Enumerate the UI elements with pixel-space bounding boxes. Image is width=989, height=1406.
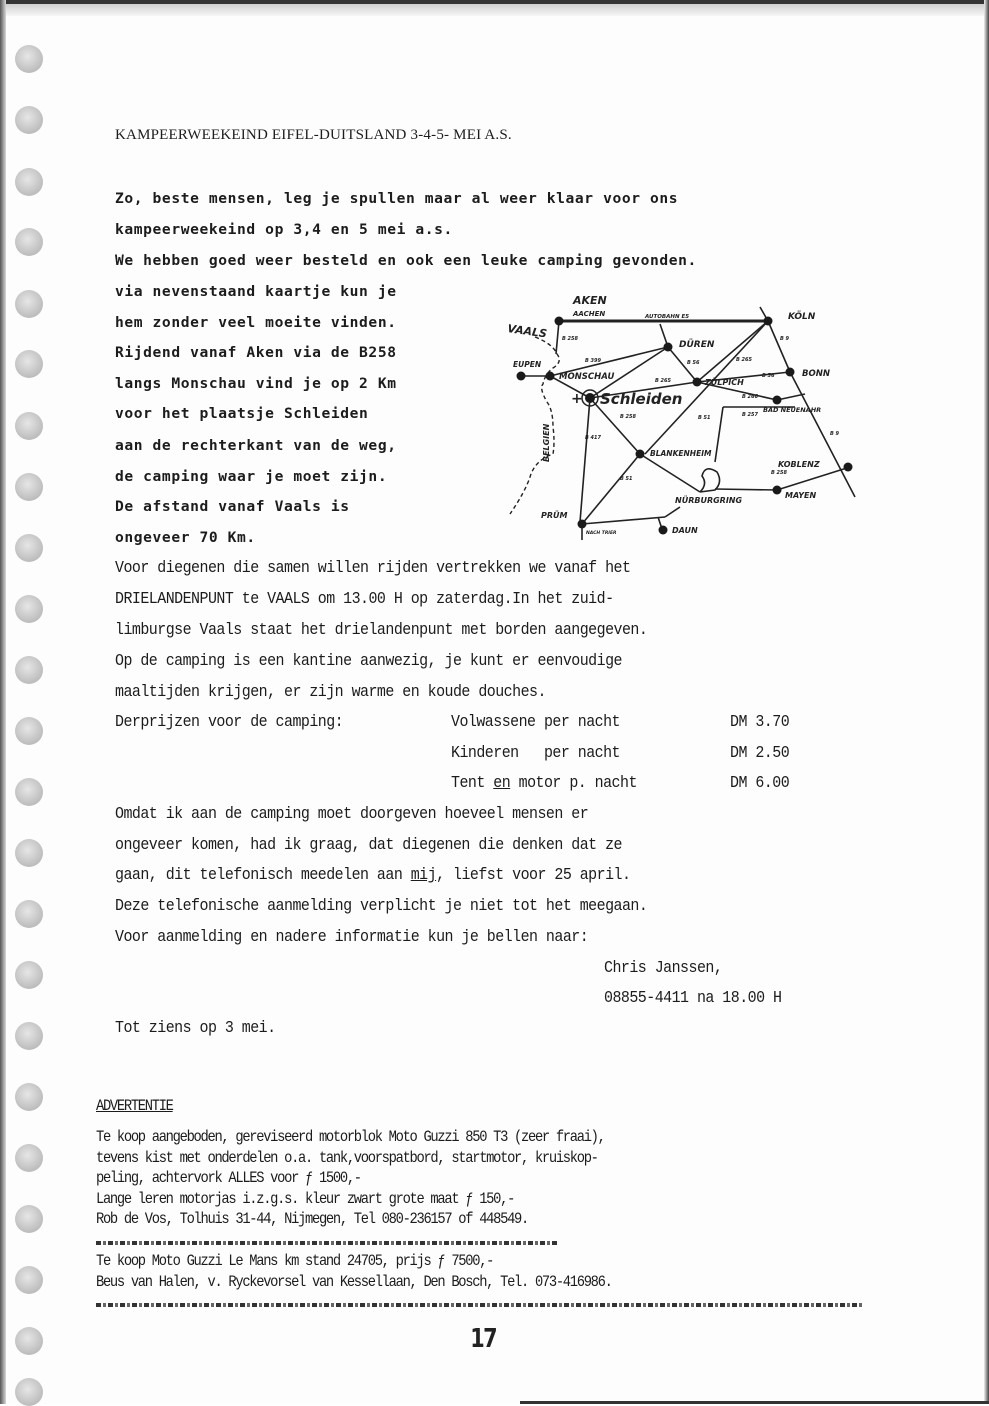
contact-name: Chris Janssen, bbox=[604, 959, 723, 978]
campsite-marker bbox=[571, 390, 598, 407]
price-item-underlined: en bbox=[493, 774, 511, 793]
departure-line: maaltijden krijgen, er zijn warme en koude douches. bbox=[115, 683, 546, 702]
registration-underlined: mij bbox=[410, 866, 437, 885]
road-label: B 265 bbox=[655, 378, 671, 384]
road-label: B 399 bbox=[585, 358, 601, 364]
dashed-divider bbox=[96, 1241, 558, 1245]
road-b417 bbox=[580, 398, 590, 522]
map-label-daun: DAUN bbox=[672, 526, 698, 535]
map-label-vaals: VAALS bbox=[506, 322, 548, 341]
intro-line: We hebben goed weer besteld en ook een leuke camping gevonden. bbox=[115, 252, 697, 269]
binder-hole bbox=[15, 839, 43, 867]
town-mayen bbox=[773, 486, 782, 495]
road-label: B 56 bbox=[687, 360, 700, 366]
road-label: B 9 bbox=[780, 336, 790, 342]
departure-line: DRIELANDENPUNT te VAALS om 13.00 H op zaterdag.In het zuid- bbox=[115, 590, 614, 609]
binder-hole bbox=[15, 412, 43, 440]
closing-line: Tot ziens op 3 mei. bbox=[115, 1019, 276, 1038]
road-label: B 56 bbox=[762, 373, 775, 379]
road-b9-north bbox=[768, 321, 790, 372]
binder-hole bbox=[15, 900, 43, 928]
road-label: B 258 bbox=[562, 336, 578, 342]
map-label-bonn: BONN bbox=[802, 369, 830, 379]
departure-line: limburgse Vaals staat het drielandenpunt met borden aangegeven. bbox=[115, 621, 648, 640]
binder-hole bbox=[15, 45, 43, 73]
intro-line: Zo, beste mensen, leg je spullen maar al weer klaar voor ons bbox=[115, 190, 679, 207]
map-label-zulpich: ZÜLPICH bbox=[705, 378, 744, 387]
road-b258-mayen bbox=[777, 467, 850, 490]
contact-phone: 08855-4411 na 18.00 H bbox=[604, 989, 782, 1008]
road-label: B 51 bbox=[698, 415, 711, 421]
price-list-label: Derprijzen voor de camping: bbox=[115, 713, 344, 732]
campsite-cross-icon: + bbox=[571, 391, 583, 407]
binder-hole bbox=[15, 717, 43, 745]
binder-hole bbox=[15, 106, 43, 134]
dashed-divider bbox=[96, 1303, 862, 1307]
price-item bbox=[451, 774, 637, 793]
binder-hole bbox=[15, 350, 43, 378]
map-label-mayen: MAYEN bbox=[785, 491, 817, 500]
binder-hole bbox=[15, 595, 43, 623]
directions-line: voor het plaatsje Schleiden bbox=[115, 405, 369, 422]
binder-hole bbox=[15, 1327, 43, 1355]
town-duren bbox=[664, 343, 673, 352]
binder-hole bbox=[15, 1378, 43, 1406]
advertisement-heading: ADVERTENTIE bbox=[96, 1097, 173, 1115]
town-monschau bbox=[546, 372, 555, 381]
directions-line: Rijdend vanaf Aken via de B258 bbox=[115, 344, 397, 361]
map-label-monschau: MONSCHAU bbox=[559, 372, 615, 382]
binder-hole bbox=[15, 1266, 43, 1294]
advertisement-line: Te koop aangeboden, gereviseerd motorblok Moto Guzzi 850 T3 (zeer fraai), bbox=[96, 1128, 605, 1146]
directions-line: ongeveer 70 Km. bbox=[115, 529, 256, 546]
map-label-koblenz: KOBLENZ bbox=[778, 460, 820, 469]
binder-hole bbox=[15, 1022, 43, 1050]
binder-hole bbox=[15, 1205, 43, 1233]
binder-hole bbox=[15, 534, 43, 562]
binder-hole bbox=[15, 168, 43, 196]
binder-hole bbox=[15, 778, 43, 806]
map-label-blankenheim: BLANKENHEIM bbox=[650, 449, 712, 458]
road-label: B 258 bbox=[620, 414, 636, 420]
town-koln bbox=[764, 317, 773, 326]
map-label-schleiden: Schleiden bbox=[600, 390, 683, 408]
road-b51-south bbox=[582, 454, 640, 524]
directions-line: via nevenstaand kaartje kun je bbox=[115, 283, 397, 300]
town-bad-neuenahr bbox=[773, 396, 782, 405]
advertisement-line: Te koop Moto Guzzi Le Mans km stand 24705, prijs ƒ 7500,- bbox=[96, 1252, 494, 1270]
map-label-autobahn: AUTOBAHN E5 bbox=[645, 314, 690, 320]
road-label: B 266 bbox=[742, 394, 758, 400]
registration-line bbox=[115, 866, 630, 885]
town-blankenheim bbox=[636, 450, 645, 459]
map-label-prum: PRÜM bbox=[541, 511, 568, 520]
page-right-edge bbox=[984, 0, 989, 1404]
road-b9-south bbox=[790, 372, 855, 497]
registration-line: Deze telefonische aanmelding verplicht je niet tot het meegaan. bbox=[115, 897, 648, 916]
departure-line: Op de camping is een kantine aanwezig, je kunt er eenvoudige bbox=[115, 652, 622, 671]
intro-line: kampeerweekeind op 3,4 en 5 mei a.s. bbox=[115, 221, 453, 238]
road-label: B 265 bbox=[736, 357, 752, 363]
directions-line: langs Monschau vind je op 2 Km bbox=[115, 375, 397, 392]
registration-text: gaan, dit telefonisch meedelen aan bbox=[115, 866, 411, 885]
price-value: DM 6.00 bbox=[730, 774, 790, 793]
road-label: B 9 bbox=[830, 431, 840, 437]
town-zulpich bbox=[693, 378, 702, 387]
map-label-aken: AKEN bbox=[573, 294, 607, 307]
binder-hole bbox=[15, 228, 43, 256]
binder-hole bbox=[15, 656, 43, 684]
town-aachen bbox=[555, 317, 564, 326]
directions-line: de camping waar je moet zijn. bbox=[115, 468, 388, 485]
registration-text: , liefst voor 25 april. bbox=[436, 866, 631, 885]
schleiden-dot bbox=[585, 393, 595, 403]
road-nurburgring-mayen bbox=[715, 489, 777, 490]
town-bonn bbox=[786, 368, 795, 377]
road-to-nurburgring bbox=[665, 507, 680, 517]
advertisement-line: tevens kist met onderdelen o.a. tank,voorspatbord, startmotor, kruiskop- bbox=[96, 1149, 598, 1167]
road-label: B 417 bbox=[585, 435, 601, 441]
road-b258-north bbox=[556, 321, 559, 354]
page-left-edge bbox=[0, 0, 6, 1404]
price-item: Kinderen per nacht bbox=[451, 744, 621, 763]
road-blankenheim-nurburgring bbox=[640, 454, 700, 492]
map-label-eupen: EUPEN bbox=[513, 360, 542, 369]
binder-hole bbox=[15, 961, 43, 989]
town-koblenz bbox=[844, 463, 853, 472]
registration-line: Omdat ik aan de camping moet doorgeven hoeveel mensen er bbox=[115, 805, 589, 824]
advertisement-line: peling, achtervork ALLES voor ƒ 1500,- bbox=[96, 1169, 361, 1187]
road-b257 bbox=[715, 407, 723, 462]
advertisement-line: Lange leren motorjas i.z.g.s. kleur zwart grote maat ƒ 150,- bbox=[96, 1190, 515, 1208]
binder-hole bbox=[15, 1144, 43, 1172]
document-title: KAMPEERWEEKEIND EIFEL-DUITSLAND 3-4-5- MEI A.S. bbox=[115, 127, 512, 143]
road-label: B 257 bbox=[742, 412, 758, 418]
road-label: B 258 bbox=[771, 470, 787, 476]
route-map bbox=[505, 292, 860, 542]
page-top-shadow bbox=[4, 4, 984, 16]
map-label-aachen: AACHEN bbox=[573, 310, 606, 318]
departure-line: Voor diegenen die samen willen rijden vertrekken we vanaf het bbox=[115, 559, 631, 578]
price-item-part: Tent bbox=[451, 774, 494, 793]
binder-hole bbox=[15, 290, 43, 318]
binder-hole bbox=[15, 473, 43, 501]
map-label-nach-trier: NACH TRIER bbox=[586, 531, 617, 536]
town-prum bbox=[578, 520, 587, 529]
price-value: DM 3.70 bbox=[730, 713, 790, 732]
advertisement-line: Rob de Vos, Tolhuis 31-44, Nijmegen, Tel 080-236157 of 448549. bbox=[96, 1210, 528, 1228]
town-eupen bbox=[517, 372, 526, 381]
binder-hole bbox=[15, 1083, 43, 1111]
road-label: B 51 bbox=[620, 476, 633, 482]
road-zulpich-koln bbox=[697, 321, 768, 382]
registration-line: Voor aanmelding en nadere informatie kun je bellen naar: bbox=[115, 928, 589, 947]
registration-line: ongeveer komen, had ik graag, dat diegenen die denken dat ze bbox=[115, 836, 622, 855]
map-label-bad-neuenahr: BAD NEUENAHR bbox=[763, 406, 822, 414]
directions-line: De afstand vanaf Vaals is bbox=[115, 498, 350, 515]
map-label-nurburgring: NÜRBURGRING bbox=[675, 496, 743, 505]
page-number: 17 bbox=[470, 1324, 496, 1354]
road-prum-nurburgring bbox=[582, 517, 665, 524]
map-label-belgien: BELGIEN bbox=[542, 423, 551, 462]
price-item-part: motor p. nacht bbox=[510, 774, 637, 793]
price-item: Volwassene per nacht bbox=[451, 713, 621, 732]
town-daun bbox=[659, 526, 668, 535]
map-label-duren: DÜREN bbox=[679, 340, 715, 350]
map-label-koln: KÖLN bbox=[788, 312, 816, 322]
advertisement-line: Beus van Halen, v. Ryckevorsel van Kessellaan, Den Bosch, Tel. 073-416986. bbox=[96, 1273, 612, 1291]
price-value: DM 2.50 bbox=[730, 744, 790, 763]
directions-line: aan de rechterkant van de weg, bbox=[115, 437, 397, 454]
directions-line: hem zonder veel moeite vinden. bbox=[115, 314, 397, 331]
